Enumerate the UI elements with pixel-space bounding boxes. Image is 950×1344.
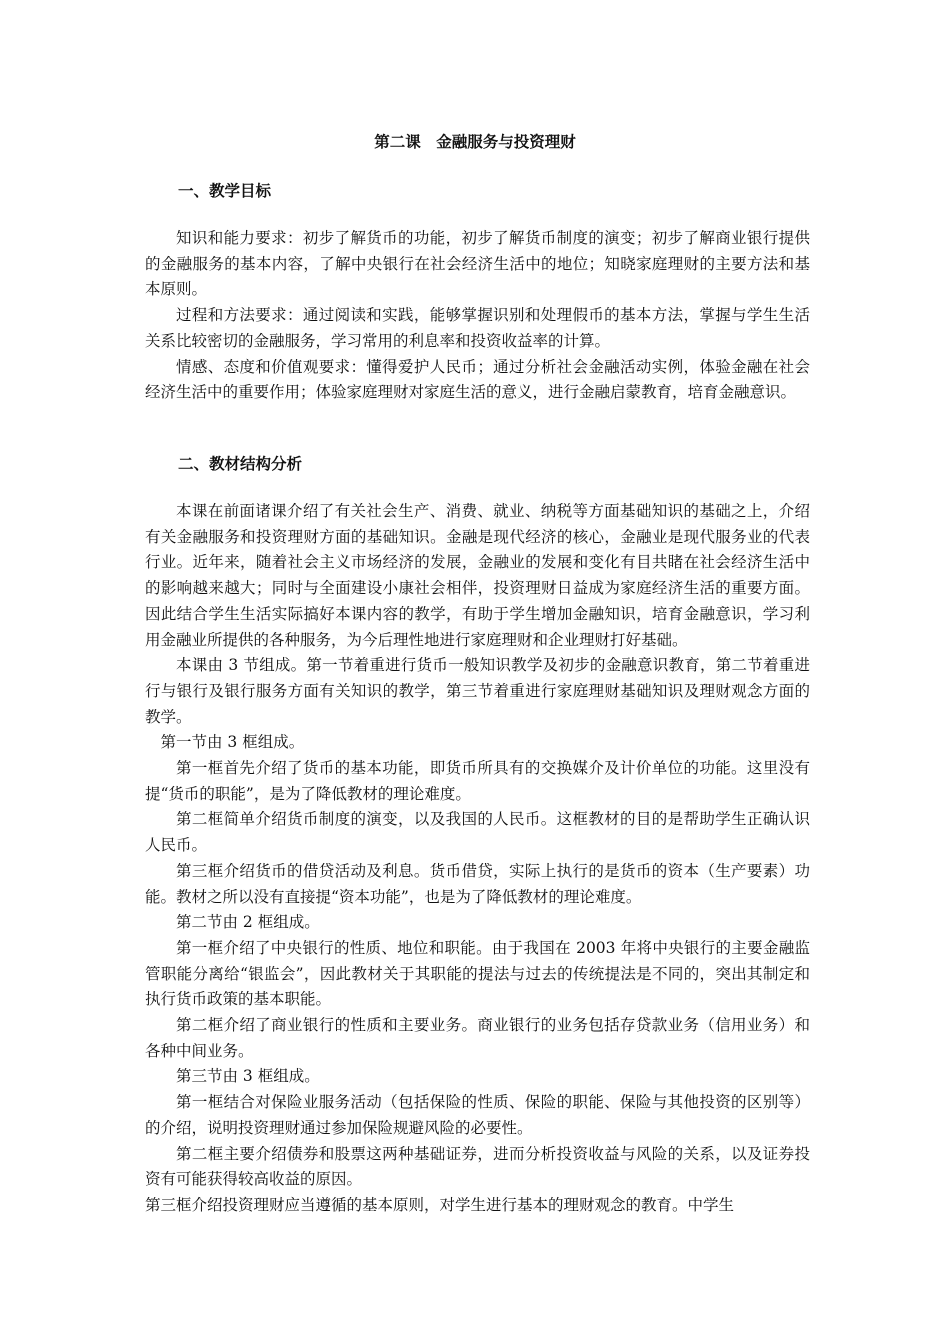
paragraph: 第二节由 2 框组成。 <box>176 913 320 932</box>
paragraph: 第一框介绍了中央银行的性质、地位和职能。由于我国在 2003 年将中央银行的主要金融监管职能分离给“银监会”，因此教材关于其职能的提法与过去的传统提法是不同的，突出其制定和执行货币政策的基本职能。 <box>145 938 810 1009</box>
objectives-body <box>145 226 810 406</box>
section-heading-objectives: 一、教学目标 <box>178 181 272 200</box>
paragraph: 第三框介绍投资理财应当遵循的基本原则，对学生进行基本的理财观念的教育。中学生 <box>145 1195 735 1214</box>
paragraph-process: 过程和方法要求：通过阅读和实践，能够掌握识别和处理假币的基本方法，掌握与学生生活关系比较密切的金融服务，学习常用的利息率和投资收益率的计算。 <box>145 306 810 350</box>
paragraph: 第二框介绍了商业银行的性质和主要业务。商业银行的业务包括存贷款业务（信用业务）和各种中间业务。 <box>145 1016 810 1060</box>
paragraph: 第三节由 3 框组成。 <box>176 1067 320 1086</box>
page-title: 第二课 金融服务与投资理财 <box>374 132 576 151</box>
paragraph: 第三框介绍货币的借贷活动及利息。货币借贷，实际上执行的是货币的资本（生产要素）功能。教材之所以没有直接提“资本功能”，也是为了降低教材的理论难度。 <box>145 861 810 906</box>
paragraph: 第二框简单介绍货币制度的演变，以及我国的人民币。这框教材的目的是帮助学生正确认识人民币。 <box>145 810 810 855</box>
paragraph: 本课在前面诸课介绍了有关社会生产、消费、就业、纳税等方面基础知识的基础之上，介绍有关金融服务和投资理财方面的基础知识。金融是现代经济的核心，金融业是现代服务业的代表行业。近年来，随着社会主义市场经济的发展，金融业的发展和变化有目共睹在社会经济生活中的影响越来越大；同时与全面建设小康社会相伴，投资理财日益成为家庭经济生活的重要方面。因此结合学生生活实际搞好本课内容的教学，有助于学生增加金融知识，培育金融意识，学习利用金融业所提供的各种服务，为今后理性地进行家庭理财和企业理财打好基础。 <box>145 502 810 649</box>
paragraph: 本课由 3 节组成。第一节着重进行货币一般知识教学及初步的金融意识教育，第二节着重进行与银行及银行服务方面有关知识的教学，第三节着重进行家庭理财基础知识及理财观念方面的教学。 <box>145 656 810 726</box>
paragraph: 第二框主要介绍债券和股票这两种基础证券，进而分析投资收益与风险的关系，以及证券投资有可能获得较高收益的原因。 <box>145 1144 810 1189</box>
paragraph-knowledge: 知识和能力要求：初步了解货币的功能，初步了解货币制度的演变；初步了解商业银行提供的金融服务的基本内容，了解中央银行在社会经济生活中的地位；知晓家庭理财的主要方法和基本原则。 <box>145 229 810 299</box>
paragraph-attitude: 情感、态度和价值观要求：懂得爱护人民币；通过分析社会金融活动实例，体验金融在社会经济生活中的重要作用；体验家庭理财对家庭生活的意义，进行金融启蒙教育，培育金融意识。 <box>145 357 810 402</box>
structure-body <box>145 499 810 1219</box>
paragraph: 第一框结合对保险业服务活动（包括保险的性质、保险的职能、保险与其他投资的区别等）的介绍，说明投资理财通过参加保险规避风险的必要性。 <box>145 1093 810 1137</box>
paragraph: 第一节由 3 框组成。 <box>160 733 305 752</box>
section-heading-structure: 二、教材结构分析 <box>178 454 303 473</box>
paragraph: 第一框首先介绍了货币的基本功能，即货币所具有的交换媒介及计价单位的功能。这里没有提“货币的职能”，是为了降低教材的理论难度。 <box>145 759 810 803</box>
